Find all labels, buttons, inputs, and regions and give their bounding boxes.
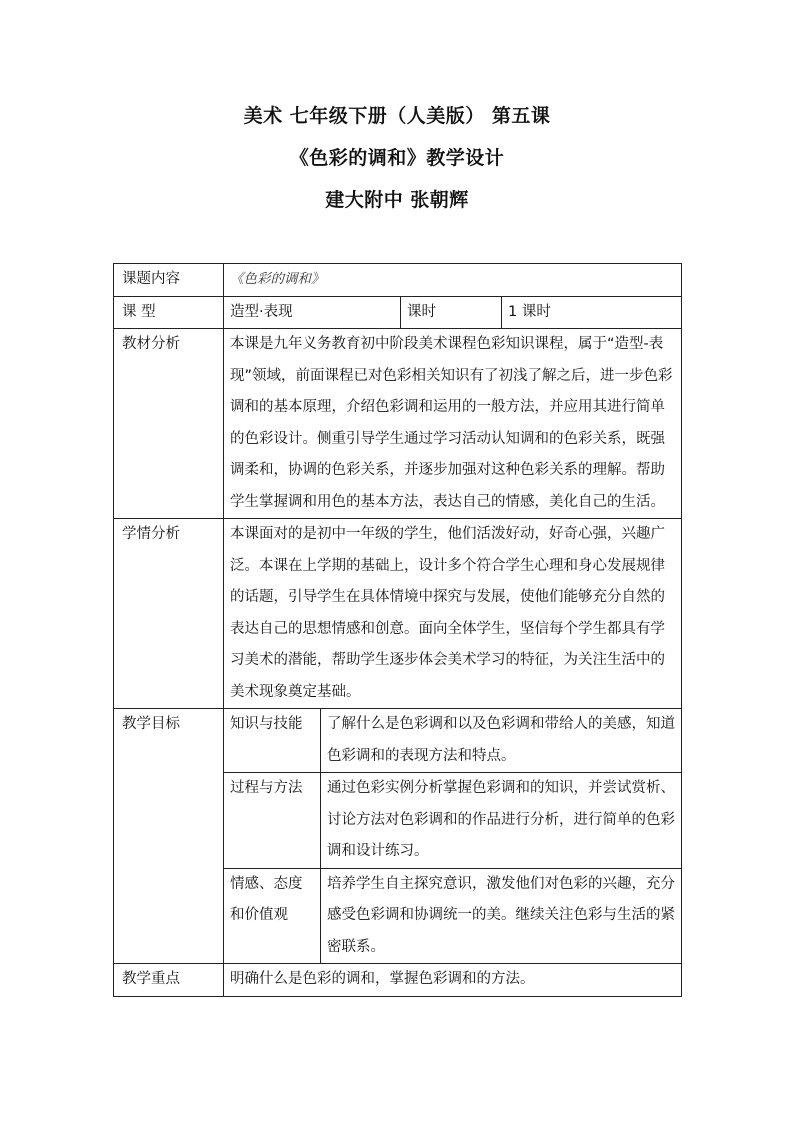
table-row-type xyxy=(114,296,682,329)
goal1-text: 了解什么是色彩调和以及色彩调和带给人的美感，知道色彩调和的表现方法和特点。 xyxy=(321,709,682,773)
table-row-topic xyxy=(114,264,682,297)
lesson-plan-table xyxy=(113,263,682,997)
goal2-label: 过程与方法 xyxy=(224,773,321,869)
focus-text: 明确什么是色彩的调和，掌握色彩调和的方法。 xyxy=(224,964,682,997)
hours-value: 1 课时 xyxy=(502,296,682,329)
goal3-label: 情感、态度和价值观 xyxy=(224,868,321,964)
students-label: 学情分析 xyxy=(114,519,224,709)
document-title: 美术 七年级下册（人美版） 第五课 xyxy=(243,105,551,127)
textbook-label: 教材分析 xyxy=(114,329,224,519)
goal2-text: 通过色彩实例分析掌握色彩调和的知识，并尝试赏析、讨论方法对色彩调和的作品进行分析，进行简单的色彩调和设计练习。 xyxy=(321,773,682,869)
author-line: 建大附中 张朝辉 xyxy=(325,189,469,211)
type-value: 造型·表现 xyxy=(224,296,401,329)
table-row-textbook xyxy=(114,329,682,519)
table-row-students xyxy=(114,519,682,709)
focus-label: 教学重点 xyxy=(114,964,224,997)
goals-label: 教学目标 xyxy=(114,709,224,964)
students-text: 本课面对的是初中一年级的学生，他们活泼好动，好奇心强，兴趣广泛。本课在上学期的基础上，设计多个符合学生心理和身心发展规律的话题，引导学生在具体情境中探究与发展，使他们能够充分自然的表达自己的思想情感和创意。面向全体学生，坚信每个学生都具有学习美术的潜能，帮助学生逐步体会美术学习的特征，为关注生活中的美术现象奠定基础。 xyxy=(224,519,682,709)
goal3-text: 培养学生自主探究意识，激发他们对色彩的兴趣，充分感受色彩调和协调统一的美。继续关注色彩与生活的紧密联系。 xyxy=(321,868,682,964)
table-row-goal1 xyxy=(114,709,682,773)
hours-label: 课时 xyxy=(401,296,502,329)
table-row-focus xyxy=(114,964,682,997)
textbook-text: 本课是九年义务教育初中阶段美术课程色彩知识课程，属于“造型-表现”领域，前面课程已对色彩相关知识有了初浅了解之后，进一步色彩调和的基本原理，介绍色彩调和运用的一般方法，并应用其进行简单的色彩设计。侧重引导学生通过学习活动认知调和的色彩关系，既强调柔和，协调的色彩关系，并逐步加强对这种色彩关系的理解。帮助学生掌握调和用色的基本方法，表达自己的情感，美化自己的生活。 xyxy=(224,329,682,519)
goal1-label: 知识与技能 xyxy=(224,709,321,773)
topic-value: 《色彩的调和》 xyxy=(224,264,682,297)
topic-label: 课题内容 xyxy=(114,264,224,297)
lesson-title: 《色彩的调和》教学设计 xyxy=(289,147,505,169)
type-label: 课 型 xyxy=(114,296,224,329)
